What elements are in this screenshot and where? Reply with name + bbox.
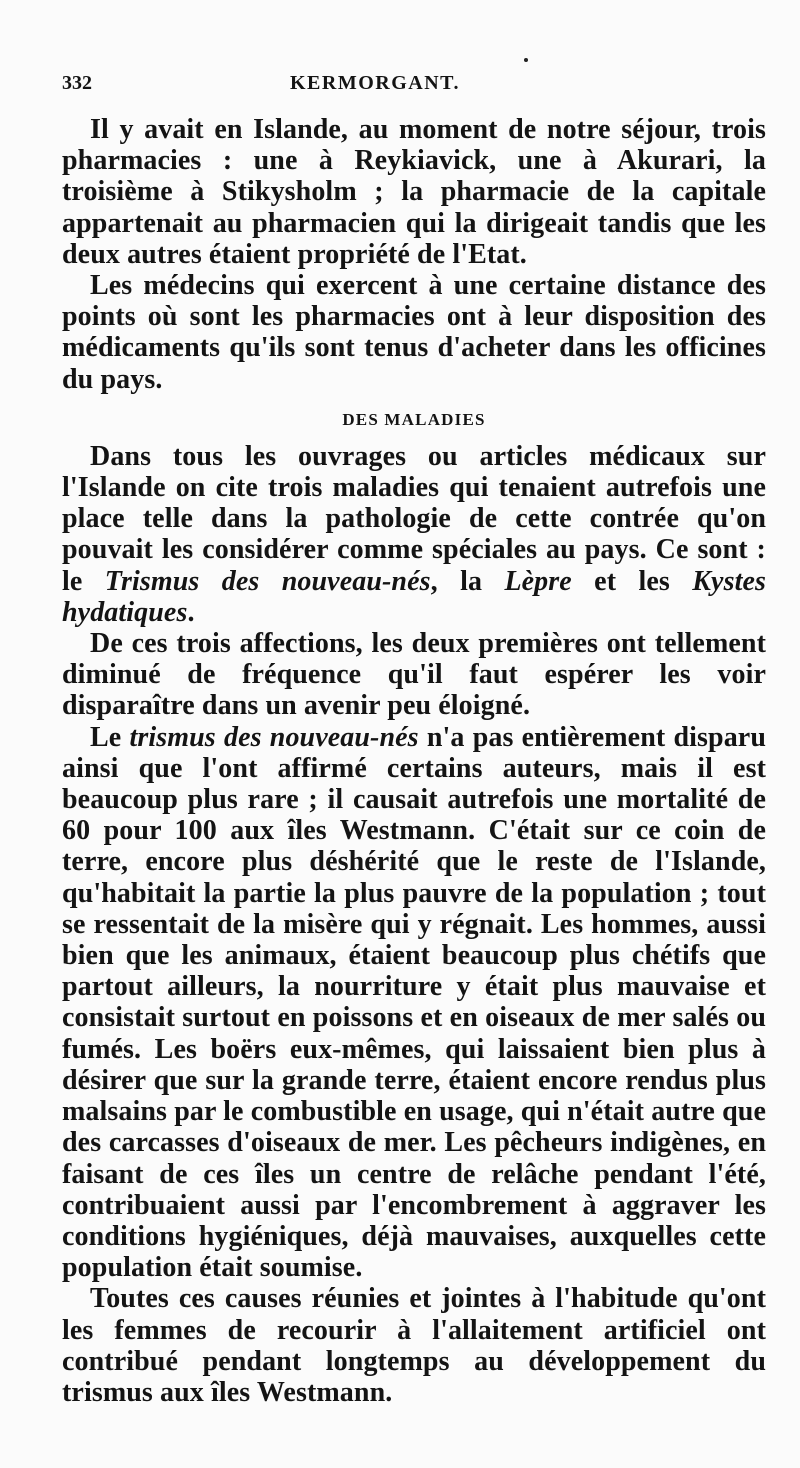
text-run: , la — [430, 565, 505, 597]
paragraph-trois-maladies — [62, 441, 766, 628]
paragraph-medecins: Les médecins qui exercent à une certaine distance des points où sont les pharmacies ont à leur disposition des médicaments qu'ils sont tenus d'acheter dans les officines du pays. — [62, 270, 766, 395]
section-title: DES MALADIES — [342, 409, 486, 429]
page-number: 332 — [62, 72, 92, 94]
italic-term-trismus: trismus des nouveau-nés — [129, 721, 419, 753]
paragraph-causes: Toutes ces causes réunies et jointes à l'habitude qu'ont les femmes de recourir à l'allaitement artificiel ont contribué pendant longtemps au développement du trismus aux îles Westmann. — [62, 1283, 766, 1408]
running-title: KERMORGANT. — [289, 72, 460, 94]
text-run: n'a pas entièrement disparu ainsi que l'ont affirmé certains auteurs, mais il est beaucoup plus rare ; il causait autrefois une mortalité de 60 pour 100 aux îles Westmann. C'était sur ce coin de terre, encore plus déshérité que le reste de l'Islande, qu'habitait la partie la plus pauvre de la population ; tout se ressentait de la misère qui y régnait. Les hommes, aussi bien que les animaux, étaient beaucoup plus chétifs que partout ailleurs, la nourriture y était plus mauvaise et consistait surtout en poissons et en oiseaux de mer salés ou fumés. Les boërs eux-mêmes, qui laissaient bien plus à désirer que sur la grande terre, étaient encore rendus plus malsains par le combustible en usage, qui n'était autre que des carcasses d'oiseaux de mer. Les pêcheurs indigènes, en faisant de ces îles un centre de relâche pendant l'été, contribuaient aussi par l'encombrement à aggraver les conditions hygiéniques, déjà mauvaises, auxquelles cette population était soumise. — [62, 721, 766, 1284]
italic-term-trismus: Trismus des nouveau-nés — [104, 565, 431, 597]
text-run: . — [187, 596, 195, 628]
page-body — [62, 114, 766, 1408]
paragraph-trismus — [62, 722, 766, 1284]
text-run: Le — [90, 721, 130, 753]
page-header — [62, 72, 738, 106]
text-run: et les — [571, 565, 693, 597]
italic-term-lepre: Lèpre — [504, 565, 572, 597]
italic-term-kystes: Kystes hydatiques — [62, 565, 766, 628]
ink-speck — [524, 58, 528, 62]
text-run: Dans tous les ouvrages ou articles médicaux sur l'Islande on cite trois maladies qui tenaient autrefois une place telle dans la pathologie de cette contrée qu'on pouvait les considérer comme spéciales au pays. Ce sont : le — [62, 440, 766, 597]
paragraph-affections: De ces trois affections, les deux premières ont tellement diminué de fréquence qu'il faut espérer les voir disparaître dans un avenir peu éloigné. — [62, 628, 766, 722]
paragraph-pharmacies: Il y avait en Islande, au moment de notre séjour, trois pharmacies : une à Reykiavick, une à Akurari, la troisième à Stikysholm ; la pharmacie de la capitale appartenait au pharmacien qui la dirigeait tandis que les deux autres étaient propriété de l'Etat. — [62, 114, 766, 270]
